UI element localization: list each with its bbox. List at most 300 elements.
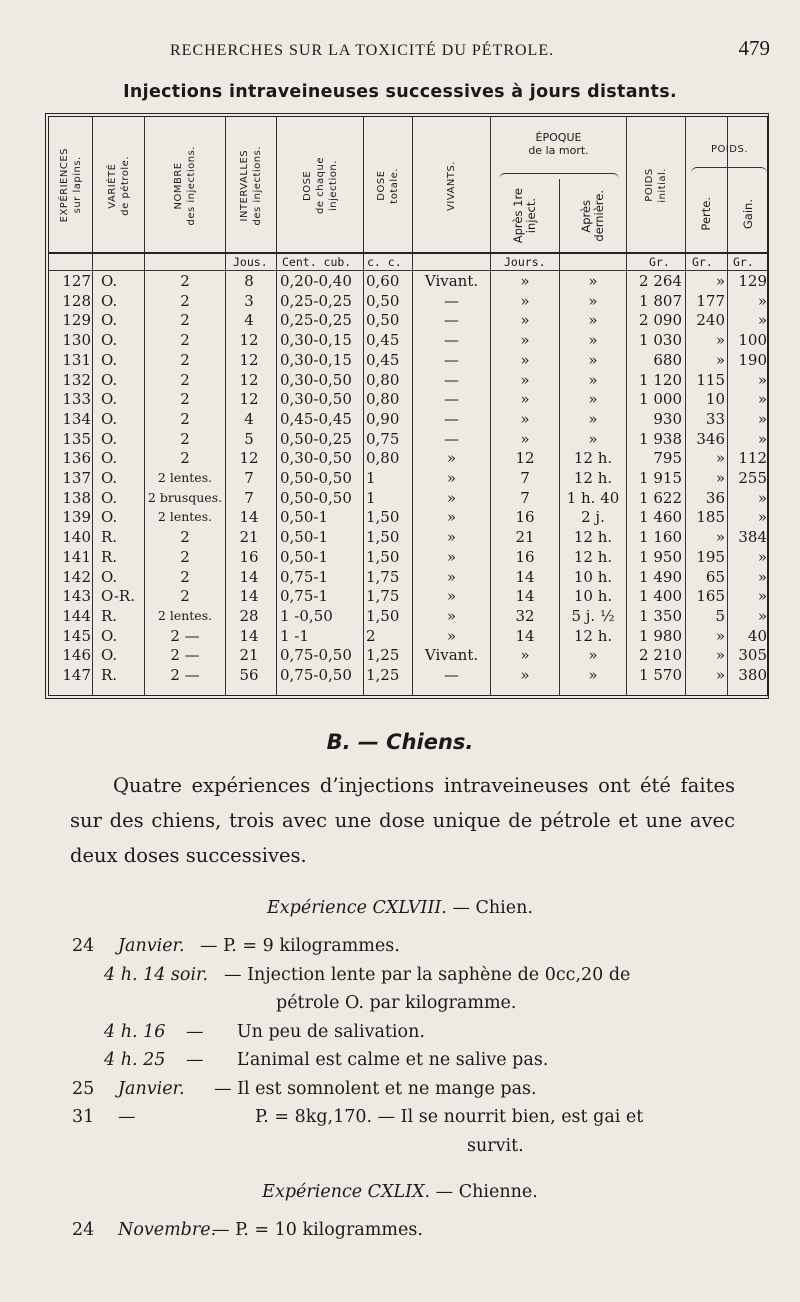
cell-exp: 142 [62, 567, 91, 586]
cell-nb: 2 [180, 409, 190, 428]
cell-ad: 2 j. [581, 508, 605, 527]
header-perte: Perte. [699, 197, 713, 231]
cell-int: 28 [239, 606, 259, 625]
unit-intervalles: Jous. [233, 255, 268, 269]
cell-pe: 195 [696, 547, 725, 566]
cell-a1: » [520, 350, 530, 369]
cell-ga: 255 [738, 469, 767, 487]
cell-ga: » [757, 291, 767, 310]
cell-tot: 0,45 [366, 350, 400, 369]
cell-dose: 0,50-0,50 [280, 488, 352, 507]
table-row [49, 508, 767, 526]
cell-tot: 0,75 [366, 429, 400, 448]
cell-exp: 144 [62, 606, 91, 625]
cell-viv: — [444, 331, 459, 350]
cell-ad: » [588, 331, 598, 350]
cell-pe: 10 [705, 390, 725, 409]
cell-viv: » [446, 567, 457, 586]
experiment-subject: — Chien. [452, 898, 533, 918]
cell-var: O. [101, 646, 118, 665]
cell-int: 14 [239, 626, 259, 645]
table-row [49, 489, 767, 507]
cell-var: O. [101, 409, 118, 428]
cell-int: 56 [239, 666, 259, 684]
table-row [49, 528, 767, 546]
cell-viv: Vivant. [424, 272, 479, 290]
page-number: 479 [738, 36, 770, 60]
cell-pi: 2 264 [639, 272, 682, 290]
log-text: — Il est somnolent et ne mange pas. [214, 1078, 537, 1099]
cell-int: 3 [244, 291, 254, 310]
cell-a1: 7 [520, 488, 530, 507]
cell-nb: 2 [180, 291, 190, 310]
cell-dose: 0,30-0,50 [280, 449, 352, 468]
table-row [49, 548, 767, 566]
cell-viv: — [444, 350, 459, 369]
cell-pi: 1 000 [639, 390, 682, 409]
cell-int: 8 [244, 272, 254, 290]
cell-pe: 65 [705, 567, 725, 586]
cell-dose: 0,50-0,25 [280, 429, 352, 448]
cell-tot: 1,25 [366, 646, 400, 665]
cell-viv: » [446, 488, 457, 507]
cell-pe: 185 [696, 508, 725, 527]
unit-apres-1re: Jours. [504, 255, 546, 269]
log-text: — Injection lente par la saphène de 0cc,20 de [224, 964, 631, 985]
table-row [49, 272, 767, 290]
cell-a1: » [520, 429, 530, 448]
cell-pi: 1 490 [639, 567, 682, 586]
table-row [49, 292, 767, 310]
cell-var: R. [101, 666, 118, 684]
cell-pe: 177 [696, 291, 725, 310]
cell-ad: 12 h. [573, 547, 613, 566]
cell-exp: 136 [62, 449, 91, 468]
cell-var: O. [101, 272, 118, 290]
header-gain: Gain. [741, 198, 755, 230]
cell-a1: 16 [515, 508, 535, 527]
cell-exp: 146 [62, 646, 91, 665]
cell-dose: 0,45-0,45 [280, 409, 352, 428]
cell-exp: 139 [62, 508, 91, 527]
cell-pe: » [715, 449, 725, 468]
brace [499, 173, 619, 182]
cell-tot: 1,75 [366, 587, 400, 606]
cell-tot: 0,60 [366, 272, 400, 290]
log-label: Janvier. [118, 1078, 185, 1099]
cell-a1: 16 [515, 547, 535, 566]
cell-exp: 138 [62, 488, 91, 507]
log-date: 24 [72, 936, 95, 956]
cell-var: O. [101, 390, 118, 409]
cell-int: 12 [239, 390, 259, 409]
cell-pi: 795 [653, 449, 682, 468]
table-row [49, 390, 767, 408]
cell-nb: 2 [180, 272, 190, 290]
cell-int: 4 [244, 409, 254, 428]
cell-tot: 0,80 [366, 370, 400, 389]
cell-dose: 0,25-0,25 [280, 291, 352, 310]
cell-exp: 140 [62, 528, 91, 547]
table-row [49, 646, 767, 664]
cell-ga: » [757, 587, 767, 606]
cell-pe: » [715, 469, 725, 487]
experiment-title [0, 898, 800, 918]
table-row [49, 449, 767, 467]
cell-pi: 930 [653, 409, 682, 428]
running-head [170, 36, 770, 61]
cell-ad: » [588, 666, 598, 684]
cell-var: O. [101, 508, 118, 527]
cell-viv: — [444, 666, 459, 684]
cell-exp: 131 [62, 350, 91, 369]
cell-ga: » [757, 488, 767, 507]
header-epoque: ÉPOQUE de la mort. [528, 131, 589, 157]
cell-ad: » [588, 429, 598, 448]
cell-viv: » [446, 508, 457, 527]
cell-a1: » [520, 409, 530, 428]
section-title: B. — Chiens. [326, 730, 474, 754]
cell-pi: 1 030 [639, 331, 682, 350]
cell-a1: » [520, 646, 530, 665]
cell-var: R. [101, 528, 118, 547]
cell-a1: 32 [515, 606, 535, 625]
cell-nb: 2 — [170, 646, 200, 665]
cell-a1: » [520, 666, 530, 684]
cell-var: O. [101, 567, 118, 586]
cell-viv: » [446, 449, 457, 468]
cell-pe: 240 [696, 311, 725, 330]
header-apres-1re: Après 1re inject. [511, 188, 538, 244]
cell-dose: 0,50-1 [280, 528, 329, 547]
cell-var: O. [101, 449, 118, 468]
cell-tot: 2 [366, 626, 376, 645]
header-dose-totale: DOSE totale. [376, 167, 400, 204]
cell-tot: 1,25 [366, 666, 400, 684]
cell-viv: — [444, 291, 459, 310]
cell-dose: 0,75-1 [280, 587, 329, 606]
log-text: — P. = 10 kilogrammes. [212, 1220, 423, 1240]
cell-exp: 129 [62, 311, 91, 330]
cell-exp: 141 [62, 547, 91, 566]
cell-nb: 2 [180, 350, 190, 369]
cell-var: O-R. [101, 587, 135, 606]
cell-dose: 0,25-0,25 [280, 311, 352, 330]
cell-dose: 0,30-0,15 [280, 350, 352, 369]
cell-var: O. [101, 469, 118, 487]
cell-a1: » [520, 272, 530, 290]
cell-pi: 1 938 [639, 429, 682, 448]
cell-exp: 134 [62, 409, 91, 428]
cell-dose: 0,30-0,15 [280, 331, 352, 350]
cell-ga: » [757, 606, 767, 625]
cell-a1: 21 [515, 528, 535, 547]
cell-ga: » [757, 547, 767, 566]
header-nombre: NOMBRE des injections. [173, 145, 197, 226]
cell-pe: 36 [705, 488, 725, 507]
cell-ga: 112 [738, 449, 767, 468]
cell-nb: 2 [180, 429, 190, 448]
cell-ga: » [757, 311, 767, 330]
cell-pi: 1 460 [639, 508, 682, 527]
log-label: 4 h. 16 [104, 1021, 166, 1042]
table-row [49, 469, 767, 487]
table-row [49, 331, 767, 349]
cell-pi: 1 807 [639, 291, 682, 310]
log-label: Janvier. [118, 936, 185, 956]
cell-pe: » [715, 350, 725, 369]
cell-var: O. [101, 291, 118, 310]
table-row [49, 430, 767, 448]
cell-exp: 132 [62, 370, 91, 389]
cell-pe: » [715, 666, 725, 684]
cell-tot: 0,45 [366, 331, 400, 350]
table-row [49, 607, 767, 625]
log-text: — Un peu de salivation. [186, 1021, 425, 1042]
cell-var: O. [101, 370, 118, 389]
cell-ga: 305 [738, 646, 767, 665]
cell-ad: 10 h. [573, 587, 613, 606]
cell-pe: 33 [705, 409, 725, 428]
cell-viv: » [446, 626, 457, 645]
cell-nb: 2 [180, 587, 190, 606]
cell-int: 5 [244, 429, 254, 448]
cell-nb: 2 [180, 370, 190, 389]
cell-exp: 135 [62, 429, 91, 448]
header-variete: VARIÉTÉ de pétrole. [106, 155, 131, 216]
cell-dose: 0,75-0,50 [280, 646, 352, 665]
cell-nb: 2 lentes. [157, 607, 213, 623]
cell-ga: 380 [738, 666, 767, 684]
cell-int: 12 [239, 350, 259, 369]
cell-tot: 0,80 [366, 449, 400, 468]
cell-viv: — [444, 370, 459, 389]
cell-int: 16 [239, 547, 259, 566]
header-intervalles: INTERVALLES des injections. [239, 145, 263, 226]
cell-a1: 14 [515, 626, 535, 645]
cell-pi: 1 400 [639, 587, 682, 606]
cell-pe: 165 [696, 587, 725, 606]
cell-tot: 1,50 [366, 547, 400, 566]
cell-pi: 1 622 [639, 488, 682, 507]
cell-viv: — [444, 311, 459, 330]
cell-tot: 1,50 [366, 606, 400, 625]
cell-nb: 2 [180, 331, 190, 350]
cell-nb: 2 [180, 528, 190, 547]
cell-pe: » [715, 528, 725, 547]
cell-nb: 2 — [170, 626, 200, 645]
cell-pi: 1 950 [639, 547, 682, 566]
brace [691, 167, 767, 176]
cell-int: 14 [239, 508, 259, 527]
experiment-name: Expérience CXLIX. [262, 1182, 431, 1202]
header-experiences: EXPÉRIENCES sur lapins. [58, 148, 83, 223]
cell-exp: 130 [62, 331, 91, 350]
cell-var: R. [101, 606, 118, 625]
cell-dose: 1 -1 [280, 626, 309, 645]
cell-viv: Vivant. [424, 646, 479, 665]
cell-ad: » [588, 311, 598, 330]
cell-dose: 0,30-0,50 [280, 390, 352, 409]
cell-nb: 2 — [170, 666, 200, 684]
cell-exp: 145 [62, 626, 91, 645]
cell-nb: 2 [180, 547, 190, 566]
cell-var: O. [101, 350, 118, 369]
cell-dose: 0,20-0,40 [280, 272, 352, 290]
cell-ad: » [588, 291, 598, 310]
cell-exp: 147 [62, 666, 91, 684]
cell-ad: » [588, 272, 598, 290]
experiment-subject: — Chienne. [435, 1182, 538, 1202]
cell-pi: 2 210 [639, 646, 682, 665]
cell-exp: 133 [62, 390, 91, 409]
cell-dose: 0,50-1 [280, 547, 329, 566]
cell-tot: 0,50 [366, 291, 400, 310]
cell-viv: — [444, 390, 459, 409]
header-poids: POIDS. [710, 144, 749, 155]
cell-int: 14 [239, 587, 259, 606]
cell-viv: » [446, 606, 457, 625]
cell-ga: » [757, 508, 767, 527]
log-date: 24 [72, 1220, 95, 1240]
section-paragraph: Quatre expériences d’injections intraveineuses ont été faites sur des chiens, trois avec une dose unique de pétrole et une avec deux doses successives. [70, 774, 735, 867]
cell-var: O. [101, 331, 118, 350]
cell-int: 21 [239, 646, 259, 665]
cell-exp: 137 [62, 469, 91, 487]
cell-ad: 12 h. [573, 626, 613, 645]
log-label: Novembre. [118, 1220, 217, 1240]
table-row [49, 627, 767, 645]
cell-tot: 1 [366, 469, 376, 487]
cell-ad: » [588, 646, 598, 665]
cell-ga: 190 [738, 350, 767, 369]
cell-a1: 12 [515, 449, 535, 468]
cell-exp: 143 [62, 587, 91, 606]
cell-pe: » [715, 646, 725, 665]
cell-ad: » [588, 390, 598, 409]
cell-pe: 5 [715, 606, 725, 625]
experiment-title [0, 1182, 800, 1202]
cell-a1: » [520, 331, 530, 350]
unit-gain: Gr. [733, 255, 754, 269]
cell-int: 4 [244, 311, 254, 330]
header-dose-chaque: DOSE de chaque injection. [301, 157, 339, 214]
table-header [49, 117, 767, 254]
cell-nb: 2 [180, 311, 190, 330]
header-poids-initial: POIDS initial. [644, 168, 668, 203]
cell-ad: 12 h. [573, 469, 613, 487]
cell-int: 21 [239, 528, 259, 547]
cell-a1: » [520, 311, 530, 330]
cell-pe: » [715, 272, 725, 290]
cell-tot: 0,80 [366, 390, 400, 409]
unit-poids-initial: Gr. [649, 255, 670, 269]
cell-a1: 14 [515, 567, 535, 586]
table-row [49, 587, 767, 605]
cell-dose: 1 -0,50 [280, 606, 333, 625]
log-text: survit. [467, 1135, 524, 1156]
cell-tot: 1,50 [366, 508, 400, 527]
cell-exp: 127 [62, 272, 91, 290]
cell-pi: 1 570 [639, 666, 682, 684]
log-label: 4 h. 14 soir. [104, 964, 209, 985]
cell-ad: 12 h. [573, 528, 613, 547]
cell-pe: » [715, 626, 725, 645]
table-row [49, 351, 767, 369]
log-text: pétrole O. par kilogramme. [276, 993, 517, 1013]
header-vivants: VIVANTS. [446, 160, 457, 211]
cell-ga: » [757, 567, 767, 586]
log-text: P. = 8kg,170. — Il se nourrit bien, est gai et [255, 1107, 644, 1127]
cell-dose: 0,30-0,50 [280, 370, 352, 389]
cell-tot: 0,90 [366, 409, 400, 428]
log-date: 25 [72, 1078, 95, 1099]
cell-pe: » [715, 331, 725, 350]
cell-int: 12 [239, 331, 259, 350]
cell-ga: » [757, 409, 767, 428]
cell-a1: » [520, 390, 530, 409]
cell-nb: 2 [180, 390, 190, 409]
cell-int: 14 [239, 567, 259, 586]
cell-var: R. [101, 547, 118, 566]
cell-nb: 2 lentes. [157, 470, 213, 485]
cell-tot: 1,75 [366, 567, 400, 586]
unit-dose-chaque: Cent. cub. [282, 255, 352, 269]
cell-var: O. [101, 488, 118, 507]
cell-pi: 1 980 [639, 626, 682, 645]
cell-nb: 2 [180, 567, 190, 586]
cell-a1: 14 [515, 587, 535, 606]
cell-ga: » [757, 429, 767, 448]
units-row [49, 254, 767, 271]
cell-pe: 115 [696, 370, 725, 389]
table-row [49, 568, 767, 586]
cell-ad: » [588, 370, 598, 389]
cell-ga: » [757, 370, 767, 389]
log-label: 4 h. 25 [104, 1050, 166, 1070]
log-text: — L’animal est calme et ne salive pas. [186, 1050, 549, 1070]
unit-dose-totale: c. c. [367, 255, 402, 269]
table-row [49, 410, 767, 428]
cell-pi: 1 160 [639, 528, 682, 547]
cell-nb: 2 lentes. [157, 509, 213, 525]
cell-ga: 40 [747, 626, 767, 645]
cell-viv: — [444, 429, 459, 448]
log-text: — P. = 9 kilogrammes. [200, 936, 400, 956]
table-row [49, 371, 767, 389]
cell-ga: 129 [738, 272, 767, 290]
cell-int: 12 [239, 370, 259, 389]
cell-ad: » [588, 409, 598, 428]
table-title: Injections intraveineuses successives à jours distants. [123, 82, 677, 102]
cell-dose: 0,75-1 [280, 567, 329, 586]
cell-ga: 100 [738, 331, 767, 350]
cell-tot: 1,50 [366, 528, 400, 547]
unit-perte: Gr. [692, 255, 713, 269]
cell-a1: » [520, 370, 530, 389]
cell-dose: 0,75-0,50 [280, 666, 352, 684]
running-head-title: RECHERCHES SUR LA TOXICITÉ DU PÉTROLE. [170, 42, 555, 59]
cell-ad: » [588, 350, 598, 369]
cell-int: 7 [244, 488, 254, 507]
cell-int: 12 [239, 449, 259, 468]
cell-tot: 1 [366, 488, 376, 507]
table-row [49, 666, 767, 684]
cell-viv: » [446, 547, 457, 566]
cell-viv: » [446, 528, 457, 547]
cell-pi: 1 350 [639, 606, 682, 625]
cell-int: 7 [244, 469, 254, 487]
